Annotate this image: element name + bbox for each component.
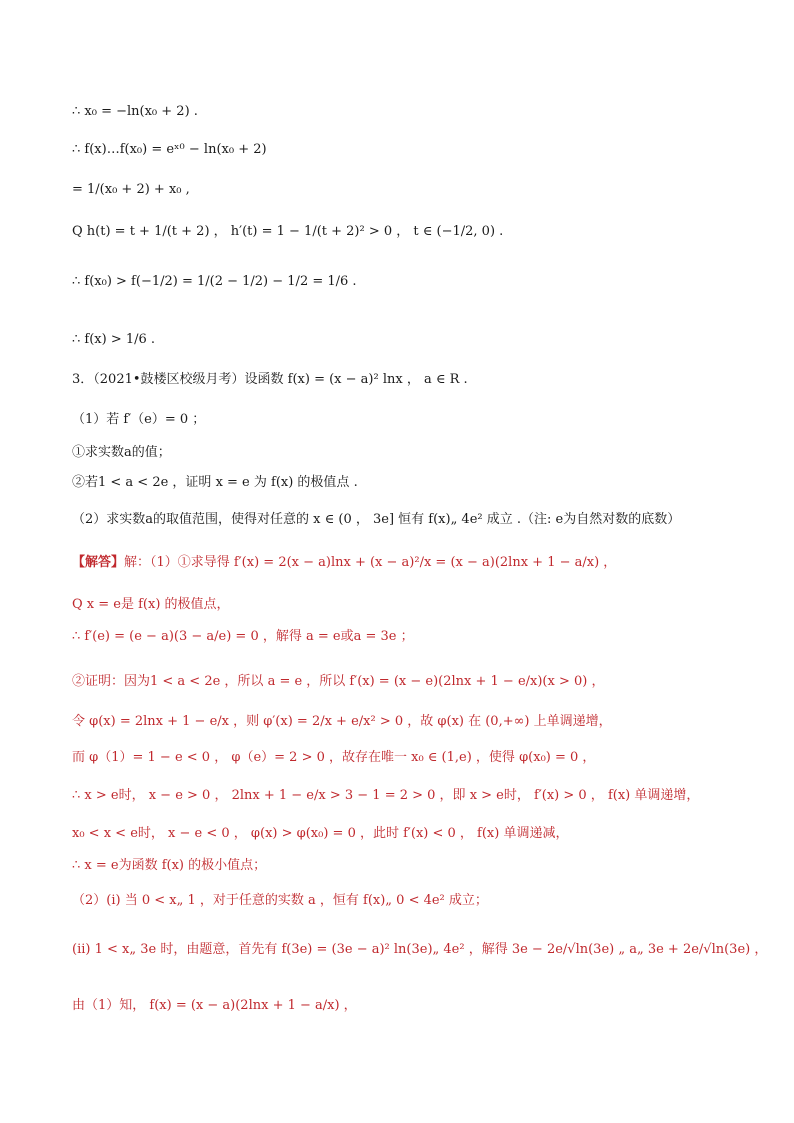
answer-line-9: ∴ x = e为函数 f(x) 的极小值点；	[72, 858, 267, 873]
answer-line-4: ②证明：因为1 < a < 2e ，所以 a = e ，所以 f′(x) = (x − e)(2lnx + 1 − e/x)(x > 0) ，	[72, 674, 605, 689]
answer-line-11: (ii) 1 < x„ 3e 时，由题意，首先有 f(3e) = (3e − a)² ln(3e)„ 4e² ，解得 3e − 2e/√ln(3e) „ a„ 3e + 2e/√ln(3e) ，	[72, 942, 768, 957]
line-f-x0-bound: ∴ f(x₀) > f(−1/2) = 1/(2 − 1/2) − 1/2 = 1/6 .	[72, 274, 357, 289]
answer-line-1	[72, 553, 616, 573]
part-2-question: （2）求实数a的取值范围，使得对任意的 x ∈ (0 ， 3e] 恒有 f(x)„ 4e² 成立 .（注: e为自然对数的底数）	[72, 512, 681, 527]
part-1-condition: （1）若 f′（e）= 0 ；	[72, 412, 206, 427]
line-h-t-definition: Q h(t) = t + 1/(t + 2) ， h′(t) = 1 − 1/(t + 2)² > 0 ， t ∈ (−1/2, 0) .	[72, 224, 504, 239]
line-f-x-geq: ∴ f(x)…f(x₀) = eˣ⁰ − ln(x₀ + 2)	[72, 142, 267, 157]
line-equals-fraction: = 1/(x₀ + 2) + x₀ ,	[72, 182, 190, 197]
answer-line-8: x₀ < x < e时， x − e < 0 ， φ(x) > φ(x₀) = 0 ，此时 f′(x) < 0 ， f(x) 单调递减，	[72, 826, 569, 841]
answer-text: 解：（1）①求导得 f′(x) = 2(x − a)lnx + (x − a)²/x = (x − a)(2lnx + 1 − a/x) ，	[124, 555, 617, 570]
answer-line-5: 令 φ(x) = 2lnx + 1 − e/x ，则 φ′(x) = 2/x + e/x² > 0 ，故 φ(x) 在 (0,+∞) 上单调递增，	[72, 714, 612, 729]
problem-3-statement: 3．（2021•鼓楼区校级月考）设函数 f(x) = (x − a)² lnx ， a ∈ R .	[72, 372, 468, 387]
answer-line-6: 而 φ（1）= 1 − e < 0 ， φ（e）= 2 > 0 ，故存在唯一 x₀ ∈ (1,e) ，使得 φ(x₀) = 0 ，	[72, 750, 596, 765]
answer-tag: 【解答】	[72, 555, 125, 570]
line-conclusion: ∴ f(x) > 1/6 .	[72, 332, 156, 347]
answer-line-3: ∴ f′(e) = (e − a)(3 − a/e) = 0 ，解得 a = e或a = 3e ；	[72, 629, 414, 644]
part-1-question-2: ②若1 < a < 2e ，证明 x = e 为 f(x) 的极值点 .	[72, 475, 358, 490]
answer-line-12: 由（1）知， f(x) = (x − a)(2lnx + 1 − a/x) ，	[72, 998, 357, 1013]
answer-line-2: Q x = e是 f(x) 的极值点，	[72, 597, 230, 612]
line-x0-relation: ∴ x₀ = −ln(x₀ + 2) .	[72, 104, 198, 119]
answer-line-10: （2）(i) 当 0 < x„ 1 ，对于任意的实数 a ，恒有 f(x)„ 0 < 4e² 成立；	[72, 893, 488, 908]
answer-line-7: ∴ x > e时， x − e > 0 ， 2lnx + 1 − e/x > 3 − 1 = 2 > 0 ，即 x > e时， f′(x) > 0 ， f(x) 单调递增，	[72, 788, 700, 803]
part-1-question-1: ①求实数a的值；	[72, 445, 171, 460]
